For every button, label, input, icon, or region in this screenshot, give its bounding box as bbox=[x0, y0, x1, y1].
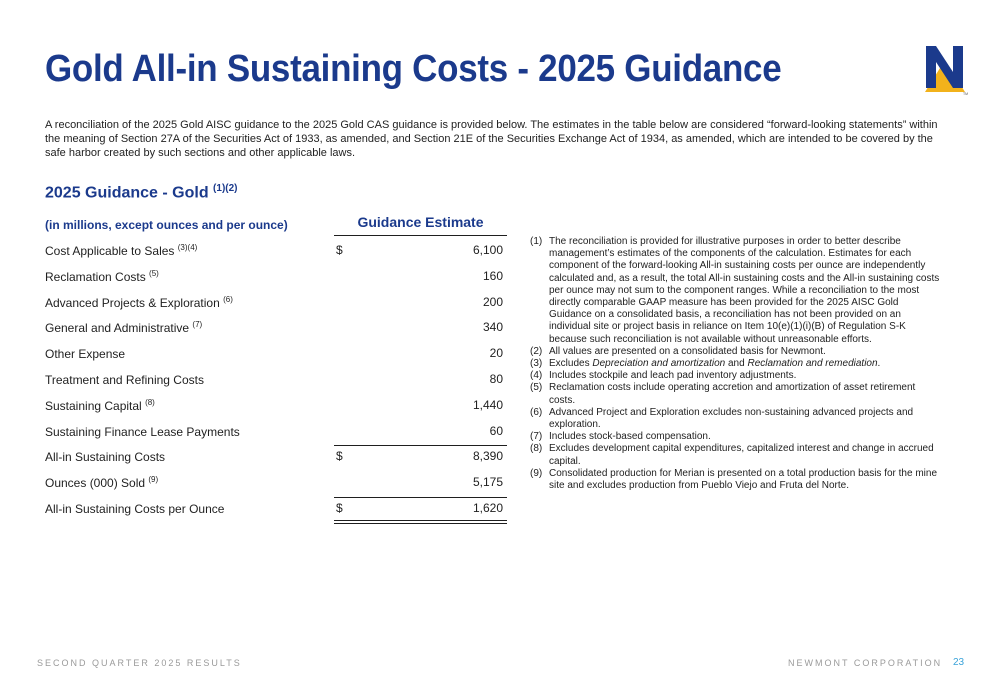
row-label: Reclamation Costs $^{(5)}$ bbox=[45, 268, 159, 284]
table-row bbox=[45, 367, 507, 393]
footnote-item: (2) All values are presented on a consolidated basis for Newmont. bbox=[530, 345, 826, 357]
row-value: 80 bbox=[489, 371, 503, 386]
svg-text:TM: TM bbox=[963, 92, 968, 96]
table-row bbox=[45, 470, 507, 496]
footnote-item: (4) Includes stockpile and leach pad inventory adjustments. bbox=[530, 370, 797, 382]
table-row-total bbox=[45, 444, 507, 470]
units-label: (in millions, except ounces and per ounce) bbox=[45, 218, 288, 232]
currency-symbol: $ bbox=[336, 243, 343, 257]
table-row bbox=[45, 290, 507, 316]
section-title: 2025 Guidance - Gold $^{(1)(2)}$ bbox=[45, 183, 238, 202]
newmont-logo-icon bbox=[922, 44, 968, 96]
table-row bbox=[45, 315, 507, 341]
footer-company-name: NEWMONT CORPORATION bbox=[788, 658, 943, 668]
row-value: 8,390 bbox=[472, 449, 503, 464]
footnote-item: (6) Advanced Project and Exploration excludes non-sustaining advanced projects and exploration. bbox=[530, 406, 914, 431]
section-footnote-ref: (1)(2) bbox=[213, 183, 238, 194]
row-value: 60 bbox=[489, 423, 503, 438]
row-value: 1,620 bbox=[472, 500, 503, 515]
page-title: Gold All-in Sustaining Costs - 2025 Guidance bbox=[45, 48, 782, 90]
row-label: All-in Sustaining Costs bbox=[45, 450, 166, 465]
row-label: Sustaining Finance Lease Payments bbox=[45, 424, 240, 439]
table-row bbox=[45, 264, 507, 290]
header-rule bbox=[334, 235, 507, 236]
row-value: 5,175 bbox=[472, 475, 503, 490]
table-row bbox=[45, 393, 507, 419]
page-number: 23 bbox=[953, 657, 965, 668]
row-value: 160 bbox=[482, 268, 503, 283]
currency-symbol: $ bbox=[336, 500, 343, 515]
row-label: Sustaining Capital $^{(8)}$ bbox=[45, 397, 155, 413]
footnote-item: (8) Excludes development capital expenditures, capitalized interest and change in accrued capital. bbox=[530, 443, 934, 467]
guidance-estimate-header: Guidance Estimate bbox=[357, 214, 484, 230]
footnote-item: (3) Excludes Depreciation and amortization and Reclamation and remediation. bbox=[530, 358, 881, 370]
footnote-item: (1) The reconciliation is provided for illustrative purposes in order to better describe management’s estimates of the components of the calculation. Estimates for each component of the forward-looking All-in sustaining costs per ounce are independently calculated and, as a result, the total All-in sustaining costs and the All-in sustaining costs per ounce may not sum to the component ranges. While a reconciliation to the most directly comparable GAAP measure has been provided for the 2025 AISC Gold Guidance on a consolidated basis, a reconciliation has not been provided on an individual site or project basis in reliance on Item 10(e)(1)(i)(B) of Regulation S-K because such reconciliation is not available without unreasonable efforts. bbox=[530, 236, 940, 345]
intro-paragraph: A reconciliation of the 2025 Gold AISC guidance to the 2025 Gold CAS guidance is provided below. The estimates in the table below are considered “forward-looking statements” within the meaning of Section 27A of the Securities Act of 1933, as amended, and Section 21E of the Securities Exchange Act of 1934, as amended, which are intended to be covered by the safe harbor created by such sections and other applicable laws. bbox=[45, 119, 938, 159]
table-row bbox=[45, 238, 507, 264]
currency-symbol: $ bbox=[336, 449, 343, 464]
table-row bbox=[45, 419, 507, 445]
row-label: Cost Applicable to Sales $^{(3)(4)}$ bbox=[45, 243, 198, 258]
row-label: General and Administrative $^{(7)}$ bbox=[45, 320, 203, 336]
row-label: Other Expense bbox=[45, 347, 126, 362]
row-label: All-in Sustaining Costs per Ounce bbox=[45, 501, 225, 516]
row-value: 6,100 bbox=[472, 243, 503, 257]
guidance-table bbox=[45, 238, 507, 522]
footnote-item: (7) Includes stock-based compensation. bbox=[530, 431, 711, 443]
footer-presentation-title: SECOND QUARTER 2025 RESULTS bbox=[37, 658, 242, 668]
row-label: Ounces (000) Sold $^{(9)}$ bbox=[45, 475, 159, 491]
row-value: 20 bbox=[489, 346, 503, 361]
row-label: Advanced Projects & Exploration $^{(6)}$ bbox=[45, 294, 233, 310]
row-value: 200 bbox=[482, 294, 503, 309]
table-row-per-ounce bbox=[45, 496, 507, 522]
table-row bbox=[45, 341, 507, 367]
row-value: 1,440 bbox=[472, 397, 503, 412]
row-value: 340 bbox=[482, 320, 503, 335]
row-label: Treatment and Refining Costs bbox=[45, 372, 204, 387]
footnote-item: (5) Reclamation costs include operating accretion and amortization of asset retirement costs. bbox=[530, 382, 916, 406]
footnote-item: (9) Consolidated production for Merian is presented on a total production basis for the mine site and excludes production from Pueblo Viejo and Fruta del Norte. bbox=[530, 467, 938, 492]
footnotes-list bbox=[530, 236, 942, 492]
